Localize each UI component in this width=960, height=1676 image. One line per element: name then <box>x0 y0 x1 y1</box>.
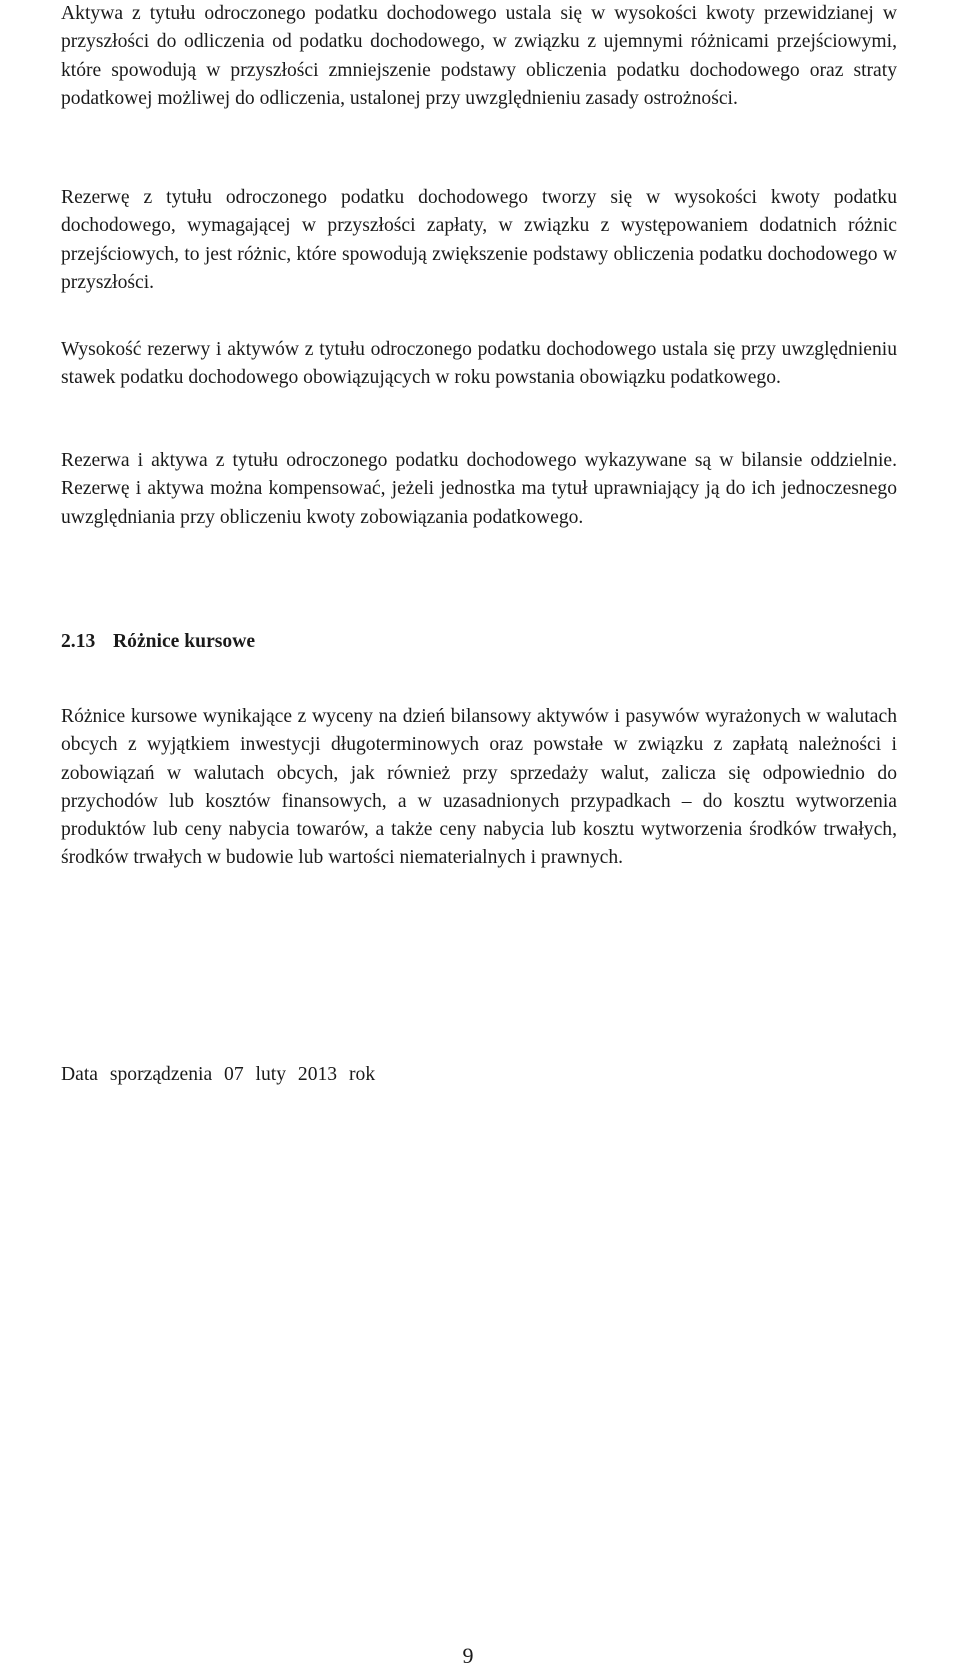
paragraph-balance-presentation: Rezerwa i aktywa z tytułu odroczonego podatku dochodowego wykazywane są w bilansie oddzielnie. Rezerwę i aktywa można kompensować, jeżeli jednostka ma tytuł uprawniający ją do ich jednoczesnego uwzględniania przy obliczeniu kwoty zobowiązania podatkowego. <box>61 450 897 528</box>
paragraph-tax-rates: Wysokość rezerwy i aktywów z tytułu odroczonego podatku dochodowego ustala się przy uwzględnieniu stawek podatku dochodowego obowiązujących w roku powstania obowiązku podatkowego. <box>61 339 897 389</box>
paragraph-exchange-differences: Różnice kursowe wynikające z wyceny na dzień bilansowy aktywów i pasywów wyrażonych w walutach obcych z wyjątkiem inwestycji długoterminowych oraz powstałe w związku z zapłatą należności i zobowiązań w walutach obcych, jak również przy sprzedaży walut, zalicza się odpowiednio do przychodów lub kosztów finansowych, a w uzasadnionych przypadkach – do kosztu wytworzenia produktów lub ceny nabycia towarów, a także ceny nabycia lub kosztu wytworzenia środków trwałych, środków trwałych w budowie lub wartości niematerialnych i prawnych. <box>61 706 897 869</box>
section-number: 2.13 <box>61 631 96 652</box>
page-number: 9 <box>462 1643 474 1668</box>
document-page <box>61 0 897 1676</box>
preparation-date: Data sporządzenia 07 luty 2013 rok <box>61 1064 376 1085</box>
section-title: Różnice kursowe <box>113 631 256 652</box>
paragraph-deferred-tax-assets: Aktywa z tytułu odroczonego podatku dochodowego ustala się w wysokości kwoty przewidzianej w przyszłości do odliczenia od podatku dochodowego, w związku z ujemnymi różnicami przejściowymi, które spowodują w przyszłości zmniejszenie podstawy obliczenia podatku dochodowego oraz straty podatkowej możliwej do odliczenia, ustalonej przy uwzględnieniu zasady ostrożności. <box>61 3 897 109</box>
section-heading <box>61 628 255 656</box>
paragraph-deferred-tax-provision: Rezerwę z tytułu odroczonego podatku dochodowego tworzy się w wysokości kwoty podatku dochodowego, wymagającej w przyszłości zapłaty, w związku z występowaniem dodatnich różnic przejściowych, to jest różnic, które spowodują zwiększenie podstawy obliczenia podatku dochodowego w przyszłości. <box>61 187 897 293</box>
